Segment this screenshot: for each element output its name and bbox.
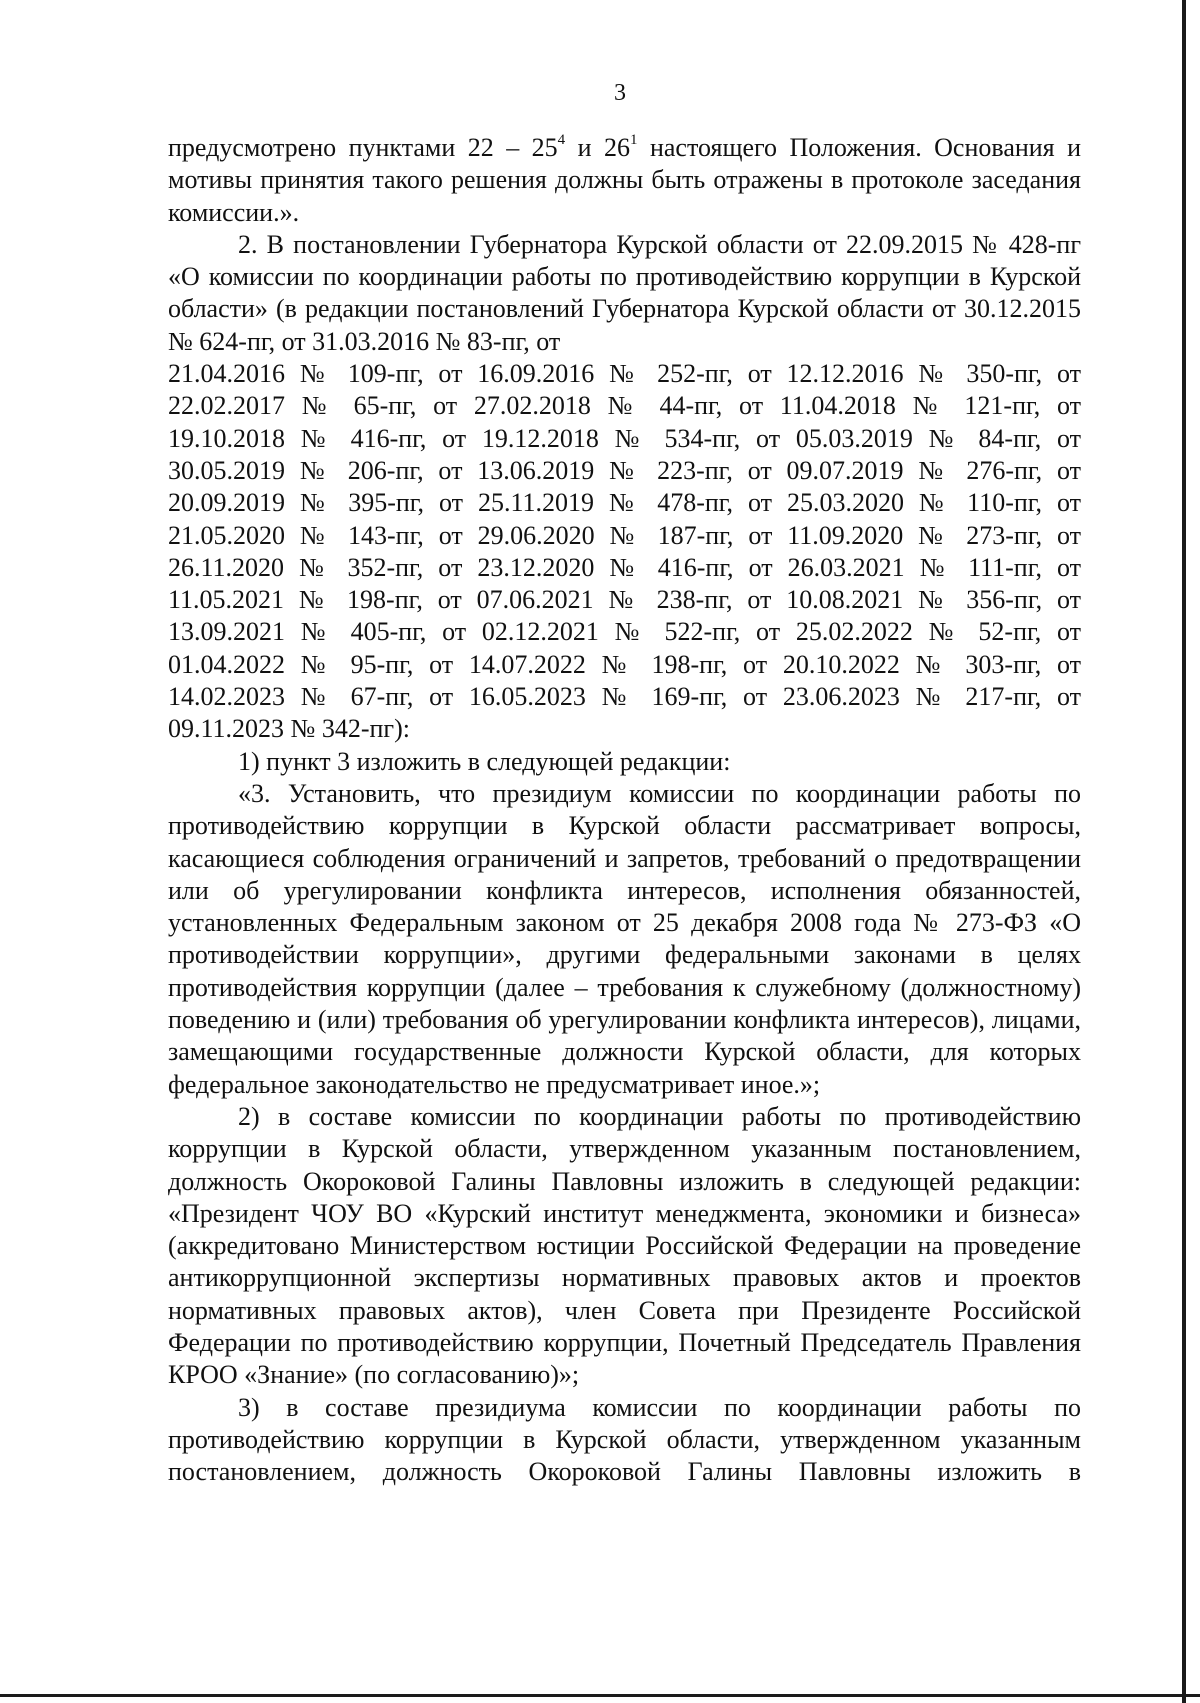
decree-list [168, 358, 1081, 713]
decree-list-row: 26.11.2020 № 352-пг, от 23.12.2020 № 416-пг, от 26.03.2021 № 111-пг, от [168, 552, 1081, 582]
decree-list-row: 11.05.2021 № 198-пг, от 07.06.2021 № 238-пг, от 10.08.2021 № 356-пг, от [168, 585, 1081, 615]
paragraph-text: настоящего Положения. Основания и мотивы принятия такого решения должны быть отражены в протоколе заседания комиссии.». [168, 133, 1082, 227]
superscript: 4 [557, 132, 566, 149]
decree-list-row: 01.04.2022 № 95-пг, от 14.07.2022 № 198-пг, от 20.10.2022 № 303-пг, от [168, 649, 1081, 679]
decree-list-row: 19.10.2018 № 416-пг, от 19.12.2018 № 534-пг, от 05.03.2019 № 84-пг, от [168, 423, 1081, 453]
paragraph-item-2: 2. В постановлении Губернатора Курской области от 22.09.2015 № 428-пг «О комиссии по координации работы по противодействию коррупции в Курской области» (в редакции постановлений Губернатора Курской области от 30.12.2015 № 624-пг, от 31.03.2016 № 83-пг, от [168, 229, 1081, 356]
page-number: 3 [614, 80, 626, 106]
decree-list-row: 30.05.2019 № 206-пг, от 13.06.2019 № 223-пг, от 09.07.2019 № 276-пг, от [168, 455, 1081, 485]
decree-list-row: 21.05.2020 № 143-пг, от 29.06.2020 № 187-пг, от 11.09.2020 № 273-пг, от [168, 520, 1081, 550]
decree-list-row: 13.09.2021 № 405-пг, от 02.12.2021 № 522-пг, от 25.02.2022 № 52-пг, от [168, 617, 1081, 647]
page-edge-right [1182, 0, 1186, 1703]
page-edge-bottom [0, 1694, 1200, 1697]
document-body [168, 132, 1081, 1488]
paragraph-item-2-end: 09.11.2023 № 342-пг): [168, 714, 410, 744]
paragraph-subitem-2: 2) в составе комиссии по координации работы по противодействию коррупции в Курской области, утвержденном указанным постановлением, должность Окороковой Галины Павловны изложить в следующей редакции: «Президент ЧОУ ВО «Курский институт менеджмента, экономики и бизнеса» (аккредитовано Министерством юстиции Российской Федерации на проведение антикоррупционной экспертизы нормативных правовых актов и проектов нормативных правовых актов), член Совета при Президенте Российской Федерации по противодействию коррупции, Почетный Председатель Правления КРОО «Знание» (по согласованию)»; [168, 1101, 1081, 1390]
paragraph-subitem-3: 3) в составе президиума комиссии по координации работы по противодействию коррупции в Курской области, утвержденном указанным постановлением, должность Окороковой Галины Павловны изложить в [168, 1392, 1081, 1487]
superscript: 1 [630, 132, 638, 149]
paragraph-subitem-1: 1) пункт 3 изложить в следующей редакции: [238, 746, 731, 776]
paragraph-quoted-clause-3: «3. Установить, что президиум комиссии по координации работы по противодействию коррупции в Курской области рассматривает вопросы, касающиеся соблюдения ограничений и запретов, требований о предотвращении или об урегулировании конфликта интересов, исполнения обязанностей, установленных Федеральным законом от 25 декабря 2008 года № 273-ФЗ «О противодействии коррупции», другими федеральными законами в целях противодействия коррупции (далее – требования к служебному (должностному) поведению и (или) требования об урегулировании конфликта интересов), лицами, замещающими государственные должности Курской области, для которых федеральное законодательство не предусматривает иное.»; [168, 778, 1081, 1099]
paragraph-text: предусмотрено пунктами 22 – 25 [168, 133, 558, 162]
paragraph-continuation [168, 132, 1081, 229]
decree-list-row: 21.04.2016 № 109-пг, от 16.09.2016 № 252-пг, от 12.12.2016 № 350-пг, от [168, 359, 1081, 389]
decree-list-row: 14.02.2023 № 67-пг, от 16.05.2023 № 169-пг, от 23.06.2023 № 217-пг, от [168, 682, 1081, 712]
paragraph-text: и 26 [565, 133, 631, 162]
decree-list-row: 20.09.2019 № 395-пг, от 25.11.2019 № 478-пг, от 25.03.2020 № 110-пг, от [168, 488, 1081, 518]
decree-list-row: 22.02.2017 № 65-пг, от 27.02.2018 № 44-пг, от 11.04.2018 № 121-пг, от [168, 391, 1081, 421]
